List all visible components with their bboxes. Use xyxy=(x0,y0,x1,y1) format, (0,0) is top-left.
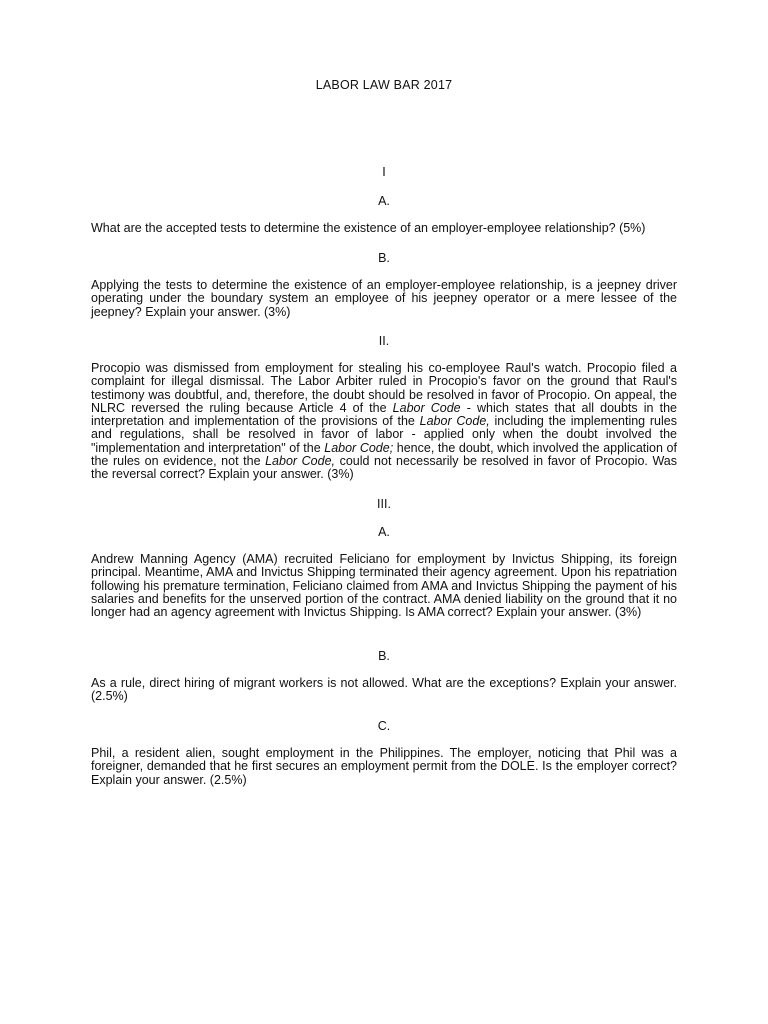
subsection-heading-iii-b: B. xyxy=(378,649,390,663)
subsection-heading-iii-c: C. xyxy=(377,719,391,733)
question-ii-text-3: including the implementing rules and regulations, shall be resolved in favor of labor - applied only when the doubt involved the "implementation and interpretation" of the xyxy=(91,414,677,455)
section-heading-ii: II. xyxy=(378,334,390,348)
question-iii-b: As a rule, direct hiring of migrant workers is not allowed. What are the exceptions? Explain your answer. (2.5%) xyxy=(91,676,677,704)
question-iii-a: Andrew Manning Agency (AMA) recruited Feliciano for employment by Invictus Shipping, its foreign principal. Meantime, AMA and Invictus Shipping terminated their agency agreement. Upon his repatriation following his premature termination, Feliciano claimed from AMA and Invictus Shipping the payment of his salaries and benefits for the unserved portion of the contract. AMA denied liability on the ground that it no longer had an agency agreement with Invictus Shipping. Is AMA correct? Explain your answer. (3%) xyxy=(91,552,677,620)
question-iii-c: Phil, a resident alien, sought employment in the Philippines. The employer, noticing that Phil was a foreigner, demanded that he first secures an employment permit from the DOLE. Is the employer correct? Explain your answer. (2.5%) xyxy=(91,746,677,787)
subsection-heading-i-b: B. xyxy=(378,251,390,265)
subsection-heading-iii-a: A. xyxy=(378,525,390,539)
labor-code-ref-1: Labor Code xyxy=(392,400,461,415)
labor-code-ref-2: Labor Code, xyxy=(419,414,490,429)
question-ii-text-4: hence, the doubt, which involved the application of the rules on evidence, not the xyxy=(91,440,677,469)
question-ii-text-1: Procopio was dismissed from employment for stealing his co-employee Raul's watch. Procopio filed a complaint for illegal dismissal. The Labor Arbiter ruled in Procopio's favor on the ground that Raul's testimony was doubtful, and, therefore, the doubt should be resolved in favor of Procopio. On appeal, the NLRC reversed the ruling because Article 4 of the xyxy=(91,361,677,415)
question-ii-text-5: could not necessarily be resolved in favor of Procopio. Was the reversal correct? Explain your answer. (3%) xyxy=(91,454,677,482)
question-ii-text-2: - which states that all doubts in the interpretation and implementation of the provisions of the xyxy=(91,400,677,429)
section-heading-iii: III. xyxy=(377,497,391,511)
document-title: LABOR LAW BAR 2017 xyxy=(315,78,453,92)
labor-code-ref-3: Labor Code; xyxy=(324,440,394,455)
question-ii xyxy=(91,362,677,482)
question-i-b: Applying the tests to determine the existence of an employer-employee relationship, is a jeepney driver operating under the boundary system an employee of his jeepney operator or a mere lessee of the jeepney? Explain your answer. (3%) xyxy=(91,278,677,319)
section-heading-i: I xyxy=(382,165,386,179)
question-i-a: What are the accepted tests to determine the existence of an employer-employee relationship? (5%) xyxy=(91,221,646,235)
labor-code-ref-4: Labor Code, xyxy=(265,454,335,469)
subsection-heading-i-a: A. xyxy=(378,194,390,208)
